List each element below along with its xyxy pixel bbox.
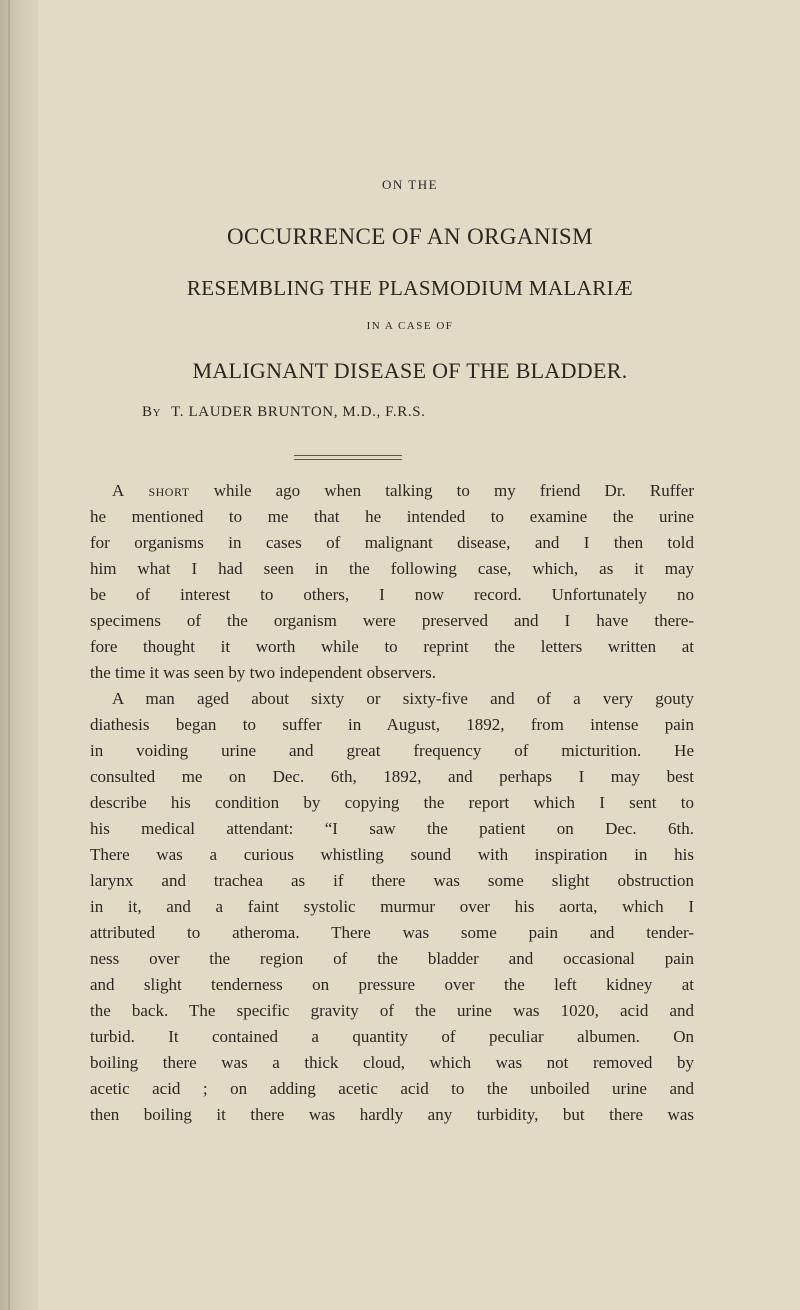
body-line: fore thought it worth while to reprint the letters written at [90, 637, 694, 656]
author-name: T. LAUDER BRUNTON, M.D., F.R.S. [171, 404, 426, 420]
body-text [90, 478, 694, 1128]
byline-by: By [142, 404, 162, 420]
binding-line [8, 0, 10, 1310]
body-line: larynx and trachea as if there was some slight obstruction [90, 871, 694, 890]
title-connector: IN A CASE OF [366, 320, 454, 332]
body-line: specimens of the organism were preserved and I have there- [90, 611, 694, 630]
body-line: for organisms in cases of malignant disease, and I then told [90, 533, 694, 552]
body-line: the back. The specific gravity of the urine was 1020, acid and [90, 1001, 694, 1020]
body-line: attributed to atheroma. There was some pain and tender- [90, 923, 694, 942]
title-divider-bottom [294, 459, 402, 460]
opening-small-caps: A short [112, 481, 190, 500]
body-line: diathesis began to suffer in August, 1892, from intense pain [90, 715, 694, 734]
body-line: in voiding urine and great frequency of micturition. He [90, 741, 694, 760]
body-line: describe his condition by copying the report which I sent to [90, 793, 694, 812]
page-binding-edge [0, 0, 38, 1310]
body-line: he mentioned to me that he intended to examine the urine [90, 507, 694, 526]
title-prefix: ON THE [381, 177, 439, 192]
body-line: There was a curious whistling sound with inspiration in his [90, 845, 694, 864]
body-line: the time it was seen by two independent observers. [90, 663, 437, 682]
body-line: ness over the region of the bladder and occasional pain [90, 949, 694, 968]
body-line: be of interest to others, I now record. Unfortunately no [90, 585, 694, 604]
body-line: his medical attendant: “I saw the patient on Dec. 6th. [90, 819, 694, 838]
document-page [60, 0, 760, 1310]
body-line: A short while ago when talking to my friend Dr. Ruffer [112, 481, 694, 500]
author-byline [142, 404, 426, 421]
body-line: turbid. It contained a quantity of peculiar albumen. On [90, 1027, 694, 1046]
body-line: then boiling it there was hardly any turbidity, but there was [90, 1105, 694, 1124]
title-line-1: OCCURRENCE OF AN ORGANISM [227, 224, 593, 249]
title-line-3: MALIGNANT DISEASE OF THE BLADDER. [192, 358, 628, 383]
body-line: A man aged about sixty or sixty-five and of a very gouty [112, 689, 694, 708]
body-line: consulted me on Dec. 6th, 1892, and perhaps I may best [90, 767, 694, 786]
body-line: him what I had seen in the following case, which, as it may [90, 559, 694, 578]
title-divider-top [294, 455, 402, 456]
body-line: in it, and a faint systolic murmur over his aorta, which I [90, 897, 694, 916]
title-line-2: RESEMBLING THE PLASMODIUM MALARIÆ [186, 276, 634, 300]
body-line: boiling there was a thick cloud, which was not removed by [90, 1053, 694, 1072]
body-line: acetic acid ; on adding acetic acid to the unboiled urine and [90, 1079, 694, 1098]
body-line: and slight tenderness on pressure over the left kidney at [90, 975, 694, 994]
